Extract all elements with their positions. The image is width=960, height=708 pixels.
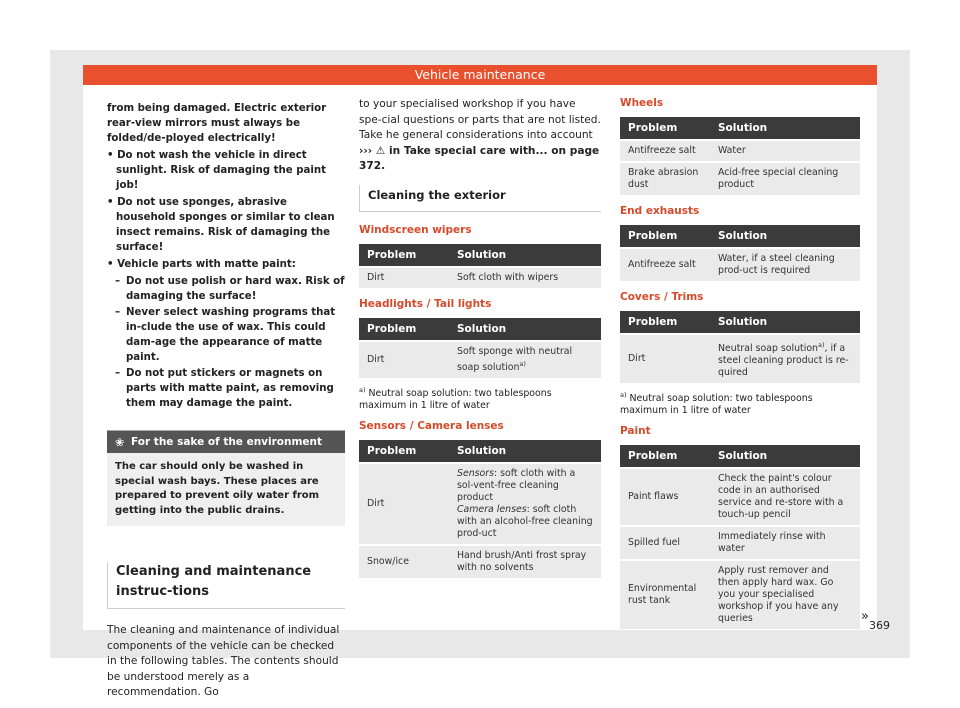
warning-dash-item: – Never select washing programs that in-clude the use of wax. This could dam-age the appearance of matte paint.	[107, 305, 345, 365]
warning-bullet: • Do not use sponges, abrasive household sponges or similar to clean insect remains. Risk of damaging the surface!	[107, 197, 335, 253]
table-row: Environmental rust tank Apply rust remover and then apply hard wax. Go you your specialised workshop if you have any queries	[620, 561, 860, 629]
warning-block	[107, 101, 345, 411]
column-right	[620, 97, 860, 631]
section-text: The cleaning and maintenance of individual components of the vehicle can be checked in the following tables. The contents should be understood merely as a recommendation. Go	[107, 624, 340, 698]
sensors-title: Sensors / Camera lenses	[359, 419, 504, 432]
page-number: 369	[869, 619, 890, 632]
column-header: Solution	[710, 117, 860, 139]
warning-intro: from being damaged. Electric exterior rear-view mirrors must always be folded/de-ployed electrically!	[107, 103, 327, 144]
headlights-title: Headlights / Tail lights	[359, 297, 492, 310]
column-header: Problem	[359, 244, 449, 266]
warning-bullet: • Vehicle parts with matte paint:	[107, 259, 296, 270]
continue-icon: »	[861, 609, 869, 624]
footnote: $^{a)}$ Neutral soap solution: two tablespoons maximum in 1 litre of water	[620, 391, 813, 417]
exterior-heading: Cleaning the exterior	[359, 185, 601, 212]
column-header: Problem	[620, 445, 710, 467]
warning-bullet: • Do not wash the vehicle in direct sunlight. Risk of damaging the paint job!	[107, 150, 326, 191]
column-header: Solution	[710, 311, 860, 333]
paint-title: Paint	[620, 425, 651, 438]
column-header: Solution	[449, 244, 601, 266]
table-row: Dirt Soft sponge with neutral soap solution$^{a)}$	[359, 342, 601, 378]
column-header: Solution	[449, 440, 601, 462]
column-header: Solution	[449, 318, 601, 340]
environment-text: The car should only be washed in special wash bays. These places are prepared to prevent oily water from getting into the public drains.	[107, 453, 345, 526]
manual-page	[83, 65, 877, 698]
table-row: Spilled fuel Immediately rinse with water	[620, 527, 860, 559]
table-row: Paint flaws Check the paint's colour code in an authorised service and re-store with a touch-up pencil	[620, 469, 860, 525]
sensors-table	[359, 438, 601, 580]
column-header: Problem	[620, 311, 710, 333]
covers-table	[620, 309, 860, 385]
wheels-table	[620, 115, 860, 197]
environment-header	[107, 431, 345, 453]
column-header: Problem	[359, 440, 449, 462]
headlights-table	[359, 316, 601, 380]
table-row: Brake abrasion dust Acid-free special cleaning product	[620, 163, 860, 195]
page-header: Vehicle maintenance	[83, 65, 877, 85]
covers-title: Covers / Trims	[620, 291, 704, 303]
windscreen-table	[359, 242, 601, 290]
environment-title: For the sake of the environment	[131, 436, 323, 448]
column-header: Problem	[620, 117, 710, 139]
section-heading: Cleaning and maintenance instruc-tions	[107, 562, 345, 609]
table-row: Dirt Soft cloth with wipers	[359, 268, 601, 288]
windscreen-title: Windscreen wipers	[359, 223, 472, 236]
warning-dash-item: – Do not use polish or hard wax. Risk of damaging the surface!	[107, 274, 345, 304]
table-row: Snow/ice Hand brush/Anti frost spray with no solvents	[359, 546, 601, 578]
table-row: Dirt Sensors: soft cloth with a sol-vent-free cleaning product Camera lenses: soft cloth with an alcohol-free cleaning prod-uct	[359, 464, 601, 544]
column-header: Problem	[359, 318, 449, 340]
wheels-title: Wheels	[620, 97, 664, 109]
reference-link[interactable]: ››› ⚠ in Take special care with... on page 372.	[359, 144, 600, 172]
flower-icon: ❀	[115, 435, 125, 449]
intro-text: to your specialised workshop if you have spe-cial questions or parts that are not listed. Take he general considerations into account ››› ⚠ in Take special care with... on page 372.	[359, 98, 601, 172]
table-row: Antifreeze salt Water, if a steel cleaning prod-uct is required	[620, 249, 860, 281]
column-left	[107, 101, 345, 701]
column-header: Solution	[710, 225, 860, 247]
column-middle	[359, 97, 601, 580]
table-row: Antifreeze salt Water	[620, 141, 860, 161]
footnote: $^{a)}$ Neutral soap solution: two tablespoons maximum in 1 litre of water	[359, 385, 552, 411]
column-header: Solution	[710, 445, 860, 467]
table-row: Dirt Neutral soap solution$^{a)}$, if a steel cleaning product is re-quired	[620, 335, 860, 383]
paint-table	[620, 443, 860, 631]
environment-box	[107, 430, 345, 526]
warning-dash-item: – Do not put stickers or magnets on parts with matte paint, as removing them may damage the paint.	[107, 366, 345, 411]
column-header: Problem	[620, 225, 710, 247]
exhausts-table	[620, 223, 860, 283]
exhausts-title: End exhausts	[620, 205, 700, 217]
